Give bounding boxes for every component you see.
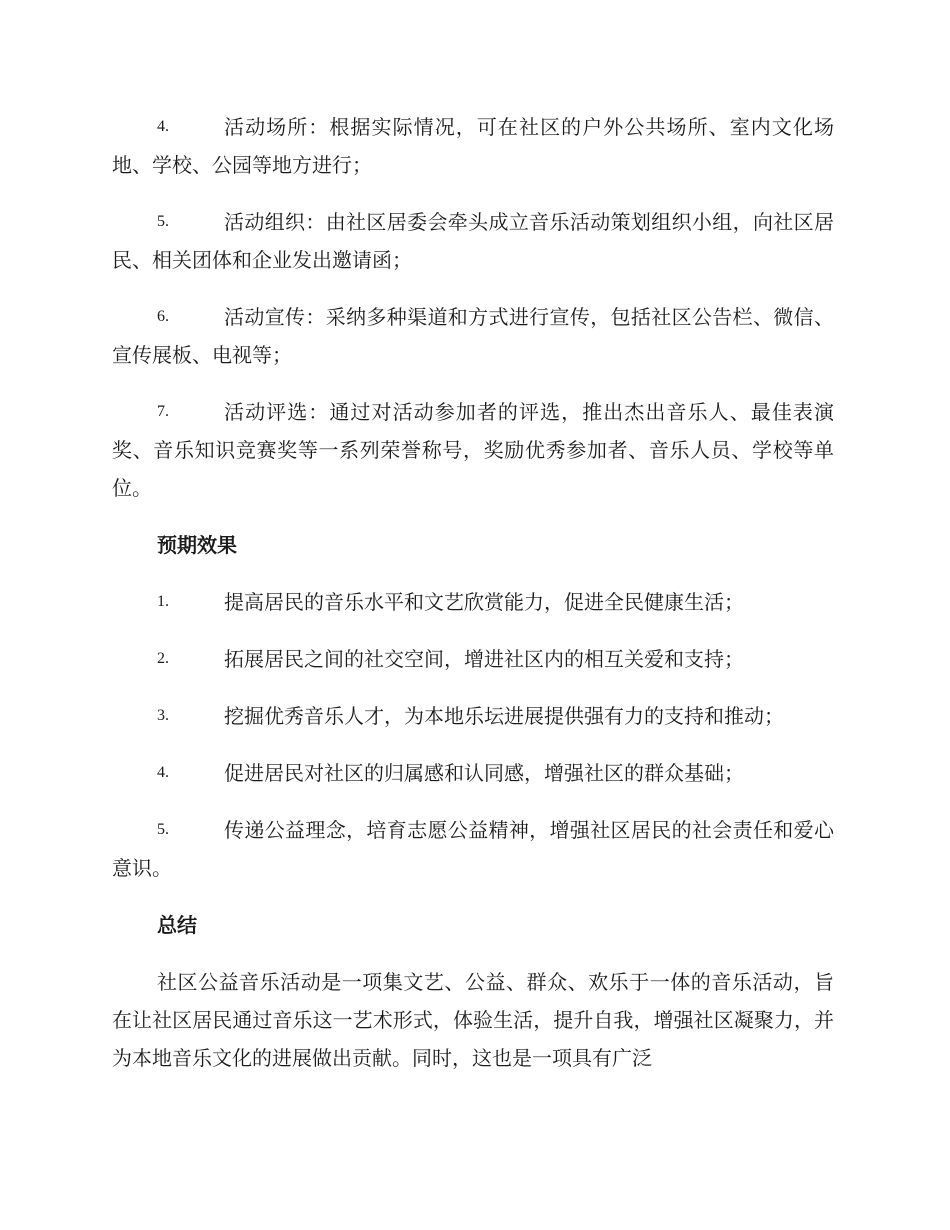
list-item: [112, 754, 834, 792]
list-number: 5.: [157, 213, 169, 230]
list-text: 提高居民的音乐水平和文艺欣赏能力，促进全民健康生活；: [224, 590, 744, 614]
list-text: 活动组织：由社区居委会牵头成立音乐活动策划组织小组，向社区居民、相关团体和企业发出邀请函；: [112, 210, 834, 272]
list-item: [112, 583, 834, 621]
list-number: 4.: [157, 118, 169, 135]
list-item: [112, 203, 834, 279]
list-text: 促进居民对社区的归属感和认同感，增强社区的群众基础；: [224, 761, 744, 785]
list-number: 3.: [157, 707, 169, 724]
list-item: [112, 811, 834, 887]
list-text: 活动评选：通过对活动参加者的评选，推出杰出音乐人、最佳表演奖、音乐知识竞赛奖等一系列荣誉称号，奖励优秀参加者、音乐人员、学校等单位。: [112, 400, 834, 500]
list-text: 活动场所：根据实际情况，可在社区的户外公共场所、室内文化场地、学校、公园等地方进行；: [112, 115, 834, 177]
section-heading-summary: 总结: [157, 913, 197, 937]
list-item: [112, 393, 834, 507]
list-number: 6.: [157, 308, 169, 325]
list-number: 7.: [157, 403, 169, 420]
list-number: 1.: [157, 593, 169, 610]
list-item: [112, 108, 834, 184]
list-text: 传递公益理念，培育志愿公益精神，增强社区居民的社会责任和爱心意识。: [112, 818, 834, 880]
list-text: 挖掘优秀音乐人才，为本地乐坛进展提供强有力的支持和推动；: [224, 704, 784, 728]
summary-paragraph: 社区公益音乐活动是一项集文艺、公益、群众、欢乐于一体的音乐活动，旨在让社区居民通过音乐这一艺术形式，体验生活，提升自我，增强社区凝聚力，并为本地音乐文化的进展做出贡献。同时，这也是一项具有广泛: [112, 970, 834, 1070]
list-number: 4.: [157, 764, 169, 781]
list-text: 拓展居民之间的社交空间，增进社区内的相互关爱和支持；: [224, 647, 744, 671]
list-item: [112, 640, 834, 678]
list-item: [112, 697, 834, 735]
list-number: 5.: [157, 821, 169, 838]
section-heading-effects: 预期效果: [157, 533, 237, 557]
list-number: 2.: [157, 650, 169, 667]
list-text: 活动宣传：采纳多种渠道和方式进行宣传，包括社区公告栏、微信、宣传展板、电视等；: [112, 305, 834, 367]
list-item: [112, 298, 834, 374]
